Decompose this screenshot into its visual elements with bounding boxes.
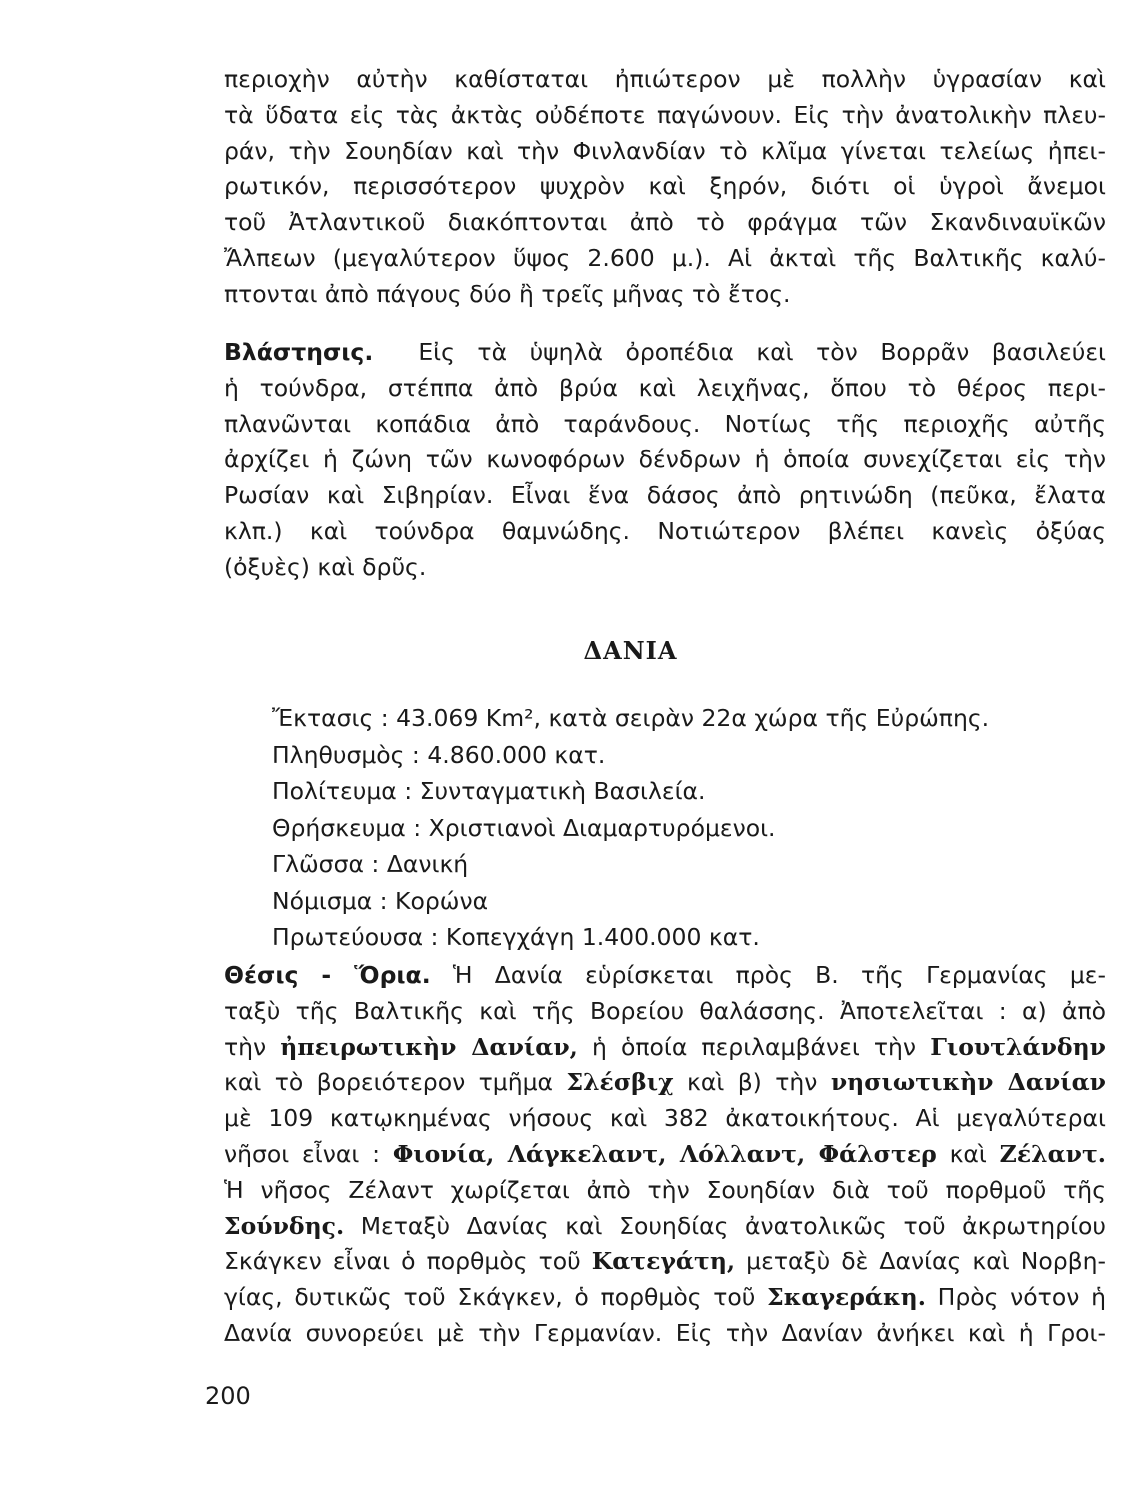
page-number: 200: [205, 1382, 251, 1410]
bold-term: Γιουτλάνδην: [930, 1032, 1106, 1061]
bold-term: ἠπειρωτικὴν Δανίαν,: [280, 1032, 578, 1061]
paragraph-climate: [224, 62, 1106, 313]
location-heading: Θέσις - Ὅρια.: [224, 961, 431, 989]
text-line: [224, 1280, 1106, 1316]
text-span: Μεταξὺ Δανίας καὶ Σουηδίας ἀνατολικῶς τοῦ ἀκρωτηρίου: [360, 1211, 1106, 1240]
fact-population: Πληθυσμὸς : 4.860.000 κατ.: [272, 740, 606, 769]
text-span: καὶ: [949, 1139, 987, 1168]
text-line: (ὀξυὲς) καὶ δρῦς.: [224, 552, 427, 581]
text-span: γίας, δυτικῶς τοῦ Σκάγκεν, ὁ πορθμὸς τοῦ: [224, 1283, 756, 1312]
text-line: πτονται ἀπὸ πάγους δύο ἢ τρεῖς μῆνας τὸ ἔτος.: [224, 279, 791, 308]
fact-area: Ἔκτασις : 43.069 Km², κατὰ σειρὰν 22α χώρα τῆς Εὐρώπης.: [272, 704, 990, 732]
bold-term: Ζέλαντ.: [999, 1139, 1106, 1168]
text-line: τὰ ὕδατα εἰς τὰς ἀκτὰς οὐδέποτε παγώνουν. Εἰς τὴν ἀνατολικὴν πλευ-: [224, 100, 1106, 129]
text-line: ταξὺ τῆς Βαλτικῆς καὶ τῆς Βορείου θαλάσσης. Ἀποτελεῖται : α) ἀπὸ: [224, 996, 1106, 1025]
text-line: κλπ.) καὶ τούνδρα θαμνώδης. Νοτιώτερον βλέπει κανεὶς ὀξύας: [224, 516, 1106, 545]
text-line: ράν, τὴν Σουηδίαν καὶ τὴν Φινλανδίαν τὸ κλῖμα γίνεται τελείως ἠπει-: [224, 136, 1106, 165]
vegetation-heading: Βλάστησις.: [224, 338, 374, 366]
text-line: [224, 1137, 1106, 1173]
text-span: ἡ ὁποία περιλαμβάνει τὴν: [591, 1032, 917, 1061]
text-line: ρωτικόν, περισσότερον ψυχρὸν καὶ ξηρόν, διότι οἱ ὑγροὶ ἄνεμοι: [224, 172, 1106, 201]
paragraph-vegetation: [224, 335, 1106, 586]
text-line: [224, 335, 1106, 371]
fact-government: Πολίτευμα : Συνταγματικὴ Βασιλεία.: [272, 777, 706, 805]
text-line: τοῦ Ἀτλαντικοῦ διακόπτονται ἀπὸ τὸ φράγμα τῶν Σκανδιναυϊκῶν: [224, 208, 1106, 237]
text-span: καὶ β) τὴν: [687, 1068, 818, 1097]
text-span: νῆσοι εἶναι :: [224, 1139, 380, 1168]
text-span: Πρὸς νότον ἡ: [937, 1283, 1106, 1312]
fact-language: Γλῶσσα : Δανική: [272, 850, 469, 878]
bold-term: Σλέσβιχ: [566, 1068, 674, 1097]
text-line: Ρωσίαν καὶ Σιβηρίαν. Εἶναι ἕνα δάσος ἀπὸ ρητινώδη (πεῦκα, ἔλατα: [224, 481, 1106, 510]
text-line: Ἡ νῆσος Ζέλαντ χωρίζεται ἀπὸ τὴν Σουηδίαν διὰ τοῦ πορθμοῦ τῆς: [224, 1175, 1106, 1204]
text-line: [224, 1065, 1106, 1101]
text-line: μὲ 109 κατῳκημένας νήσους καὶ 382 ἀκατοικήτους. Αἱ μεγαλύτεραι: [224, 1104, 1106, 1133]
fact-currency: Νόμισμα : Κορώνα: [272, 886, 489, 915]
text-line: [224, 1030, 1106, 1066]
paragraph-location-borders: [224, 958, 1106, 1352]
fact-capital: Πρωτεύουσα : Κοπεγχάγη 1.400.000 κατ.: [272, 923, 760, 951]
text-span: τὴν: [224, 1032, 267, 1061]
text-line: Ἄλπεων (μεγαλύτερον ὕψος 2.600 μ.). Αἱ ἀκταὶ τῆς Βαλτικῆς καλύ-: [224, 243, 1106, 272]
text-line: πλανῶνται κοπάδια ἀπὸ ταράνδους. Νοτίως τῆς περιοχῆς αὐτῆς: [224, 409, 1106, 438]
text-span: μεταξὺ δὲ Δανίας καὶ Νορβη-: [746, 1247, 1106, 1276]
country-facts: [272, 700, 989, 956]
text-line: [224, 958, 1106, 994]
bold-term: Φιονία, Λάγκελαντ, Λόλλαντ, Φάλστερ: [392, 1139, 937, 1168]
text-line: ἡ τούνδρα, στέππα ἀπὸ βρύα καὶ λειχῆνας, ὅπου τὸ θέρος περι-: [224, 373, 1106, 402]
text-line: Δανία συνορεύει μὲ τὴν Γερμανίαν. Εἰς τὴν Δανίαν ἀνήκει καὶ ἡ Γροι-: [224, 1318, 1106, 1347]
text-span: Σκάγκεν εἶναι ὁ πορθμὸς τοῦ: [224, 1247, 581, 1276]
text-line: [224, 1209, 1106, 1245]
text-line: [224, 1244, 1106, 1280]
fact-religion: Θρήσκευμα : Χριστιανοὶ Διαμαρτυρόμενοι.: [272, 813, 776, 842]
text-line: περιοχὴν αὐτὴν καθίσταται ἠπιώτερον μὲ πολλὴν ὑγρασίαν καὶ: [224, 65, 1106, 93]
section-title-denmark: ΔΑΝΙΑ: [583, 636, 678, 665]
bold-term: Σκαγεράκη.: [767, 1283, 926, 1312]
text-line: ἀρχίζει ἡ ζώνη τῶν κωνοφόρων δένδρων ἡ ὁποία συνεχίζεται εἰς τὴν: [224, 445, 1106, 474]
bold-term: νησιωτικὴν Δανίαν: [830, 1068, 1106, 1097]
text-span: Εἰς τὰ ὑψηλὰ ὀροπέδια καὶ τὸν Βορρᾶν βασιλεύει: [418, 338, 1106, 366]
text-span: Ἡ Δανία εὑρίσκεται πρὸς Β. τῆς Γερμανίας με-: [452, 961, 1106, 989]
bold-term: Κατεγάτη,: [591, 1247, 736, 1276]
bold-term: Σούνδης.: [224, 1211, 345, 1240]
text-span: καὶ τὸ βορειότερον τμῆμα: [224, 1068, 554, 1097]
